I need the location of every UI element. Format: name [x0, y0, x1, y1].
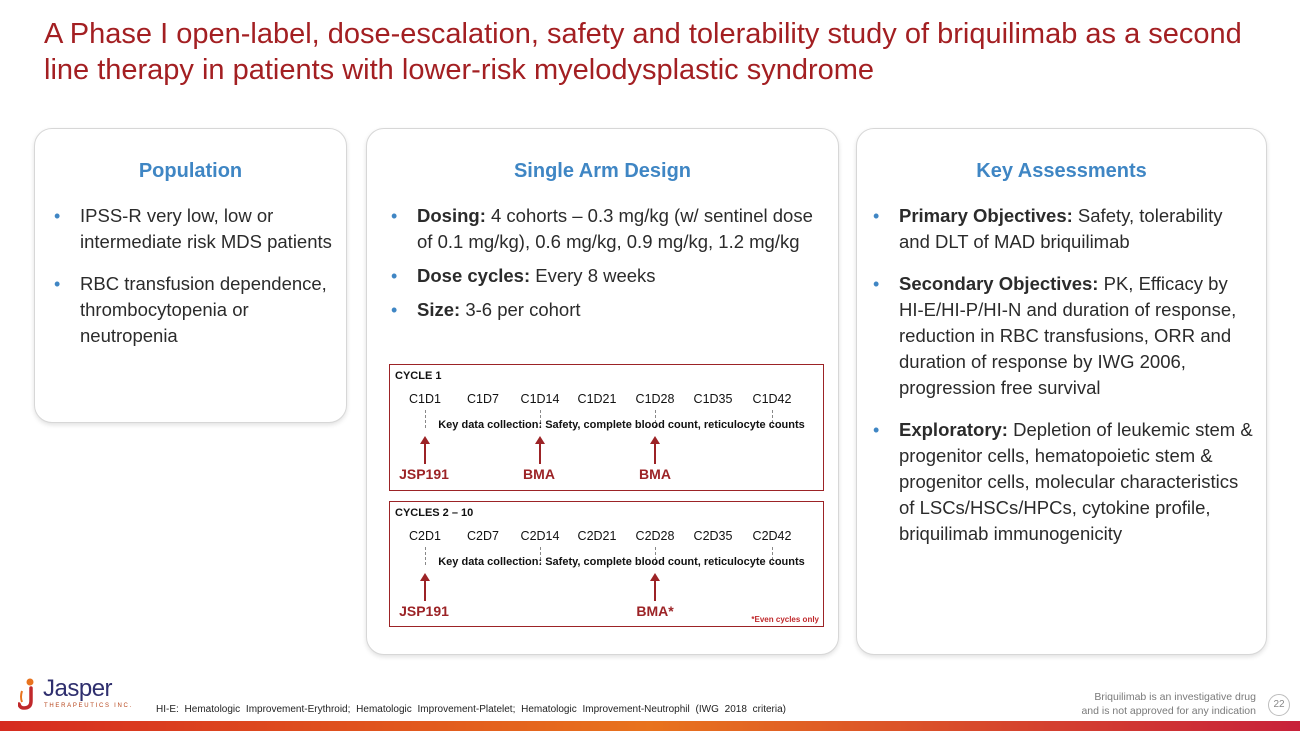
design-item-cycles [389, 263, 828, 289]
logo-subtitle: THERAPEUTICS INC. [44, 703, 133, 709]
cycle2-day: C2D14 [520, 529, 560, 543]
cycle1-day: C1D14 [520, 392, 560, 406]
page-number: 22 [1268, 694, 1290, 716]
cycle1-day: C1D1 [409, 392, 441, 406]
up-arrow-icon [424, 442, 426, 464]
key-item-primary [871, 203, 1256, 255]
up-arrow-icon [654, 579, 656, 601]
population-item: • RBC transfusion dependence, thrombocytopenia or neutropenia [52, 271, 332, 349]
cycle1-key-data: Key data collection: Safety, complete blood count, reticulocyte counts [438, 419, 805, 431]
marker-label: BMA [523, 466, 555, 482]
secondary-text: PK, Efficacy by HI-E/HI-P/HI-N and duration of response, reduction in RBC transfusions, ORR and duration of response by IWG 2006, progression free survival [899, 273, 1237, 398]
cycle1-title: CYCLE 1 [395, 370, 442, 382]
cycle2-title: CYCLES 2 – 10 [395, 507, 474, 519]
key-item-exploratory [871, 417, 1256, 547]
size-text: 3-6 per cohort [460, 299, 581, 320]
marker-label: JSP191 [399, 466, 449, 482]
cycle2-diagram [389, 501, 824, 627]
cycle1-day: C1D21 [577, 392, 617, 406]
cycle2-day: C2D1 [409, 529, 441, 543]
population-item: • IPSS-R very low, low or intermediate risk MDS patients [52, 203, 332, 255]
cycle1-day: C1D28 [635, 392, 675, 406]
cycle1-day: C1D42 [752, 392, 792, 406]
dosing-label: Dosing: [417, 205, 486, 226]
exploratory-label: Exploratory: [899, 419, 1008, 440]
primary-label: Primary Objectives: [899, 205, 1073, 226]
cycle2-day: C2D21 [577, 529, 617, 543]
cycle1-diagram [389, 364, 824, 491]
design-heading: Single Arm Design [513, 160, 692, 182]
size-label: Size: [417, 299, 461, 320]
cycle2-day: C2D35 [693, 529, 733, 543]
key-assessments-heading: Key Assessments [976, 160, 1147, 182]
dose-cycles-label: Dose cycles: [417, 265, 531, 286]
key-assessments-list [871, 203, 1256, 547]
cycle1-day: C1D35 [693, 392, 733, 406]
primary-text: Safety, tolerability and DLT of MAD briquilimab [899, 205, 1223, 252]
design-list [389, 203, 828, 323]
marker-label: JSP191 [399, 603, 449, 619]
disclaimer-line: and is not approved for any indication [1081, 705, 1256, 717]
key-assessments-card [856, 128, 1267, 655]
up-arrow-icon [539, 442, 541, 464]
footnote: HI-E: Hematologic Improvement-Erythroid; Hematologic Improvement-Platelet; Hematologic Improvement-Neutrophil (IWG 2018 criteria) [156, 704, 786, 715]
marker-label: BMA [639, 466, 671, 482]
population-card [34, 128, 347, 423]
population-list [52, 203, 332, 349]
cycle1-day: C1D7 [467, 392, 499, 406]
secondary-label: Secondary Objectives: [899, 273, 1099, 294]
population-heading: Population [138, 160, 243, 182]
key-item-secondary [871, 271, 1256, 401]
cycle2-day: C2D7 [467, 529, 499, 543]
even-cycles-note: *Even cycles only [751, 615, 819, 624]
cycle2-key-data: Key data collection: Safety, complete blood count, reticulocyte counts [438, 556, 805, 568]
up-arrow-icon [654, 442, 656, 464]
disclaimer [1081, 690, 1256, 718]
bottom-accent-bar [0, 721, 1300, 731]
up-arrow-icon [424, 579, 426, 601]
disclaimer-line: Briquilimab is an investigative drug [1094, 691, 1256, 703]
marker-label: BMA* [636, 603, 674, 619]
design-item-dosing [389, 203, 828, 255]
exploratory-text: Depletion of leukemic stem & progenitor cells, hematopoietic stem & progenitor cells, molecular characteristics of LSCs/HSCs/HPCs, cytokine profile, briquilimab immunogenicity [899, 419, 1253, 544]
company-logo [18, 677, 133, 713]
dosing-text: 4 cohorts – 0.3 mg/kg (w/ sentinel dose of 0.1 mg/kg), 0.6 mg/kg, 0.9 mg/kg, 1.2 mg/kg [417, 205, 813, 252]
design-item-size [389, 297, 828, 323]
cycle2-day: C2D42 [752, 529, 792, 543]
slide-title: A Phase I open-label, dose-escalation, safety and tolerability study of briquilimab as a second line therapy in patients with lower-risk myelodysplastic syndrome [44, 18, 1242, 86]
logo-wordmark: Jasper [43, 675, 113, 702]
dose-cycles-text: Every 8 weeks [530, 265, 656, 286]
logo-mark-icon [18, 677, 40, 711]
cycle2-day: C2D28 [635, 529, 675, 543]
